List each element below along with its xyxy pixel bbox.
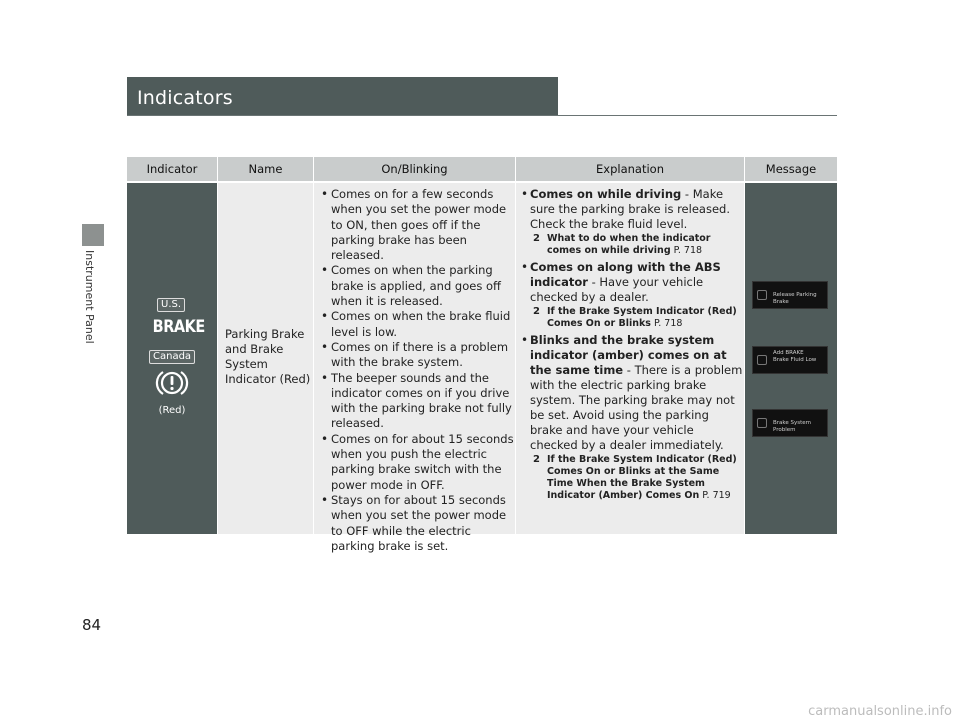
message-warning-icon	[757, 418, 767, 428]
reference-title: If the Brake System Indicator (Red) Comes On or Blinks	[547, 306, 737, 329]
message-line: Add BRAKE	[773, 350, 804, 356]
list-item: • Stays on for about 15 seconds when you set the power mode to OFF while the electric parking brake is set.	[320, 493, 514, 554]
page-reference-link[interactable]	[521, 233, 743, 257]
message-text: Release Parking Brake	[773, 292, 817, 305]
reference-page: P. 718	[670, 245, 703, 256]
canada-badge: Canada	[149, 350, 195, 364]
explanation-heading: Blinks and the brake system indicator (amber) comes on at the same time	[530, 333, 727, 377]
explanation-item	[521, 333, 743, 453]
message-warning-icon	[757, 290, 767, 300]
header-message: Message	[765, 162, 817, 176]
message-cell	[745, 183, 837, 534]
list-item: • Comes on when the parking brake is applied, and goes off when it is released.	[320, 263, 514, 309]
reference-title: If the Brake System Indicator (Red) Comes On or Blinks at the Same Time When the Brake System Indicator (Amber) Comes On	[547, 454, 737, 501]
footer-watermark: carmanualsonline.info	[808, 704, 952, 719]
page-number: 84	[82, 616, 102, 634]
list-item: • Comes on for a few seconds when you set the power mode to ON, then goes off if the parking brake has been released.	[320, 187, 514, 263]
explanation-item	[521, 260, 743, 305]
title-rule	[127, 115, 837, 116]
brake-symbol: BRAKE	[152, 317, 205, 337]
message-screen-brake-system-problem	[752, 409, 828, 437]
explanation-item	[521, 187, 743, 232]
explanation-text: - Have your vehicle checked by a dealer.	[530, 275, 704, 304]
list-item: • Comes on if there is a problem with the brake system.	[320, 340, 514, 371]
explanation-list	[521, 187, 743, 505]
section-label: Instrument Panel	[83, 250, 96, 344]
indicator-color-label: (Red)	[158, 405, 186, 416]
list-item: • Comes on when the brake fluid level is low.	[320, 309, 514, 340]
message-screen-brake-fluid-low	[752, 346, 828, 374]
list-item: • Comes on for about 15 seconds when you push the electric parking brake switch with the power mode in OFF.	[320, 432, 514, 493]
header-name: Name	[248, 162, 283, 176]
explanation-text: - Make sure the parking brake is released. Check the brake fluid level.	[530, 187, 730, 231]
indicator-cell	[127, 183, 217, 534]
explanation-text: - There is a problem with the electric parking brake system. The parking brake may not be set. Avoid using the parking brake and have your vehicle checked by a dealer immediately.	[530, 363, 743, 452]
page-title: Indicators	[137, 87, 233, 109]
message-warning-icon	[757, 355, 767, 365]
message-line: Brake Fluid Low	[773, 357, 817, 363]
indicator-name: Parking Brake and Brake System Indicator (Red)	[225, 327, 311, 386]
reference-title: What to do when the indicator comes on while driving	[547, 233, 711, 256]
indicator-table	[127, 157, 837, 553]
on-blinking-list	[320, 187, 514, 554]
page-reference-link[interactable]	[521, 306, 743, 330]
page-reference-link[interactable]	[521, 454, 743, 502]
header-indicator: Indicator	[146, 162, 198, 176]
reference-arrow-icon: 2	[533, 233, 540, 244]
reference-page: P. 719	[699, 490, 731, 501]
message-text	[773, 350, 827, 364]
explanation-cell	[516, 183, 744, 534]
header-explanation: Explanation	[596, 162, 664, 176]
explanation-heading: Comes on along with the ABS indicator	[530, 260, 721, 289]
table-header	[127, 157, 837, 181]
title-bar	[127, 77, 558, 115]
reference-arrow-icon: 2	[533, 306, 540, 317]
reference-arrow-icon: 2	[533, 454, 540, 465]
reference-page: P. 718	[650, 318, 683, 329]
explanation-heading: Comes on while driving	[530, 187, 682, 201]
message-screen-release-parking-brake	[752, 281, 828, 309]
section-tab-marker	[82, 224, 104, 246]
us-badge: U.S.	[157, 298, 185, 312]
list-item: • The beeper sounds and the indicator comes on if you drive with the parking brake not fully released.	[320, 371, 514, 432]
name-cell	[218, 183, 313, 534]
circle-exclamation-icon	[154, 368, 190, 398]
message-text: Brake System Problem	[773, 420, 812, 433]
on-blinking-cell	[314, 183, 515, 553]
table-row	[127, 183, 837, 553]
header-on-blinking: On/Blinking	[381, 162, 448, 176]
